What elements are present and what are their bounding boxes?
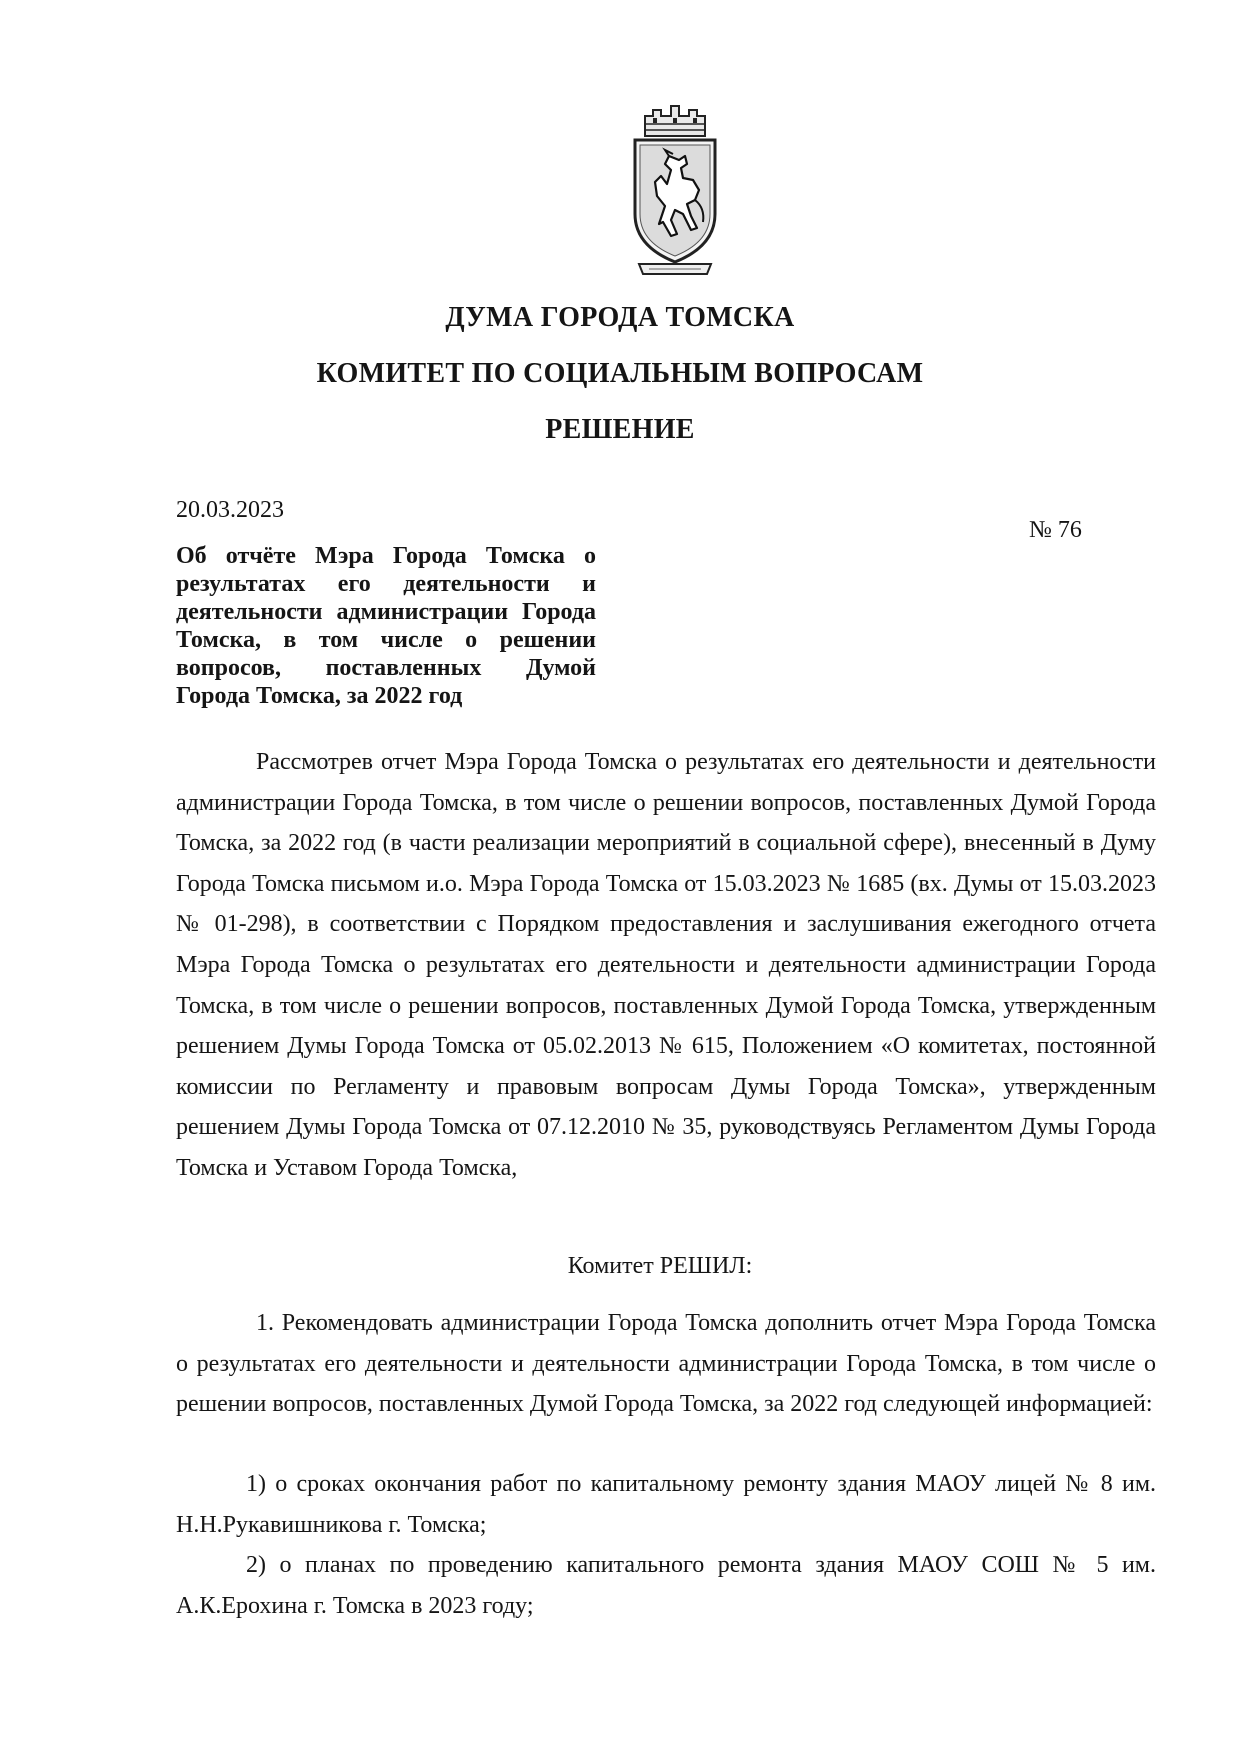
decision-title [176,542,596,710]
decision-date: 20.03.2023 [176,497,284,523]
decision-number: № 76 [1029,517,1082,543]
title-line: деятельности администрации Города [176,599,596,625]
title-line: вопросов, поставленных Думой [176,655,596,681]
committee-title: КОМИТЕТ ПО СОЦИАЛЬНЫМ ВОПРОСАМ [316,358,924,389]
title-line: Города Томска, за 2022 год [176,683,463,709]
title-line: результатах его деятельности и [176,571,596,597]
title-line: Об отчёте Мэра Города Томска о [176,543,596,569]
subitem-1-paragraph: 1) о сроках окончания работ по капитальному ремонту здания МАОУ лицей № 8 им. Н.Н.Рукавишникова г. Томска; [176,1471,1156,1538]
duma-title: ДУМА ГОРОДА ТОМСКА [445,302,795,333]
title-line: Томска, в том числе о решении [176,627,596,653]
tomsk-coat-of-arms-icon [625,104,725,282]
subitem-2-paragraph: 2) о планах по проведению капитального ремонта здания МАОУ СОШ № 5 им. А.К.Ерохина г. Томска в 2023 году; [176,1552,1156,1619]
document-type: РЕШЕНИЕ [545,414,695,445]
committee-decided: Комитет РЕШИЛ: [567,1253,753,1279]
preamble-paragraph: Рассмотрев отчет Мэра Города Томска о результатах его деятельности и деятельности администрации Города Томска, в том числе о решении вопросов, поставленных Думой Города Томска, за 2022 год (в части реализации мероприятий в социальной сфере), внесенный в Думу Города Томска письмом и.о. Мэра Города Томска от 15.03.2023 № 1685 (вх. Думы от 15.03.2023 № 01-298), в соответствии с Порядком предоставления и заслушивания ежегодного отчета Мэра Города Томска о результатах его деятельности и деятельности администрации Города Томска, в том числе о решении вопросов, поставленных Думой Города Томска, утвержденным решением Думы Города Томска от 05.02.2013 № 615, Положением «О комитетах, постоянной комиссии по Регламенту и правовым вопросам Думы Города Томска», утвержденным решением Думы Города Томска от 07.12.2010 № 35, руководствуясь Регламентом Думы Города Томска и Уставом Города Томска, [176,749,1156,1181]
item-1-paragraph: 1. Рекомендовать администрации Города Томска дополнить отчет Мэра Города Томска о результатах его деятельности и деятельности администрации Города Томска, в том числе о решении вопросов, поставленных Думой Города Томска, за 2022 год следующей информацией: [176,1310,1156,1418]
